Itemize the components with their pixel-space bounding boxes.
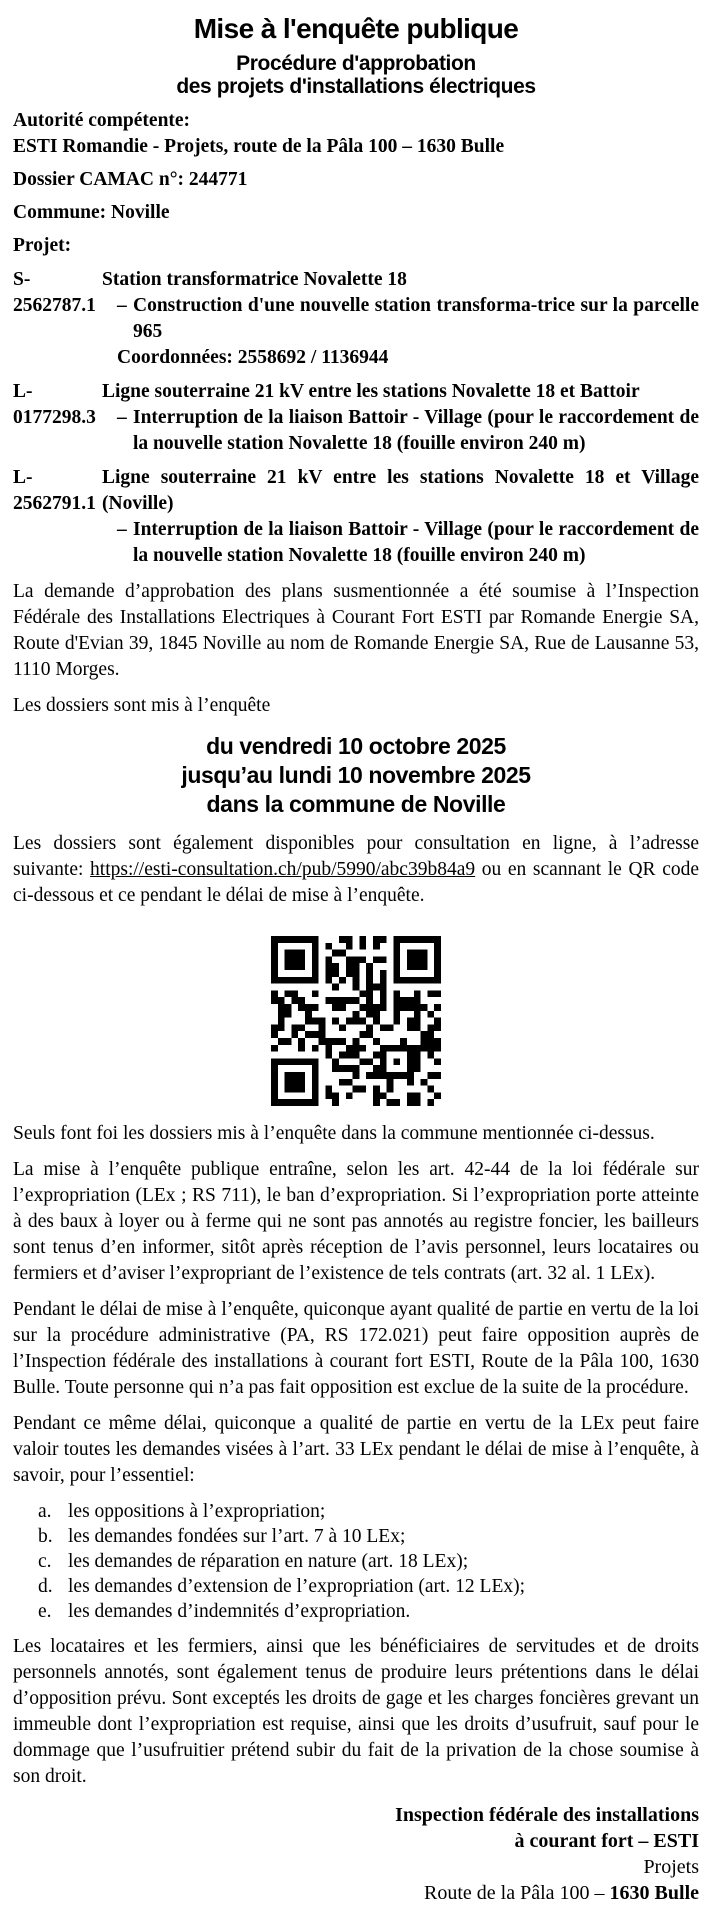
bullet-dash: – bbox=[117, 407, 127, 428]
signature-address bbox=[13, 1880, 699, 1906]
expropriation-ban-paragraph: La mise à l’enquête publique entraîne, selon les art. 42-44 de la loi fédérale sur l’expropriation (LEx ; RS 711), le ban d’expropriation. Si l’expropriation porte atteinte à des baux à loyer ou à ferme qui ne sont pas annotés au registre foncier, les bailleurs sont tenus d’en informer, sitôt après réception de l’avis personnel, leurs locataires ou fermiers et d’aviser l’expropriant de l’existence de tels contrats (art. 32 al. 1 LEx). bbox=[13, 1159, 699, 1284]
signature-block bbox=[13, 1802, 699, 1906]
project-bullet bbox=[102, 405, 699, 457]
claims-intro-paragraph: Pendant ce même délai, quiconque a qualité de partie en vertu de la LEx peut faire valoir toutes les demandes visées à l’art. 33 LEx pendant le délai de mise à l’enquête, à savoir, pour l’essentiel: bbox=[13, 1413, 699, 1486]
commune: Commune: Noville bbox=[13, 202, 170, 223]
period-start: du vendredi 10 octobre 2025 bbox=[206, 733, 506, 759]
online-text-before: Les dossiers sont également disponibles pour consultation en ligne, à l’adresse suivante: bbox=[13, 833, 699, 880]
enquiry-lead: Les dossiers sont mis à l’enquête bbox=[13, 695, 271, 716]
claim-text: les demandes d’indemnités d’expropriation. bbox=[68, 1601, 411, 1622]
claim-item bbox=[13, 1524, 699, 1549]
consultation-link[interactable]: https://esti-consultation.ch/pub/5990/abc39b84a9 bbox=[90, 859, 476, 880]
authority-value: ESTI Romandie - Projets, route de la Pâla 100 – 1630 Bulle bbox=[13, 136, 505, 157]
project-bullet bbox=[102, 517, 699, 569]
bullet-text: Interruption de la liaison Battoir - Village (pour le raccordement de la nouvelle station Novalette 18 (fouille environ 240 m) bbox=[133, 519, 699, 566]
page-subtitle bbox=[13, 52, 699, 98]
authority-label: Autorité compétente: bbox=[13, 110, 191, 131]
online-text-after: ou en scannant le QR code ci-dessous et ce pendant le délai de mise à l’enquête. bbox=[13, 859, 699, 906]
bullet-dash: – bbox=[117, 295, 127, 316]
project-row bbox=[13, 379, 699, 457]
authority-block bbox=[13, 108, 699, 160]
claim-marker: d. bbox=[38, 1576, 53, 1597]
claim-text: les demandes fondées sur l’art. 7 à 10 LEx; bbox=[68, 1526, 406, 1547]
project-row bbox=[13, 465, 699, 569]
submission-paragraph: La demande d’approbation des plans susmentionnée a été soumise à l’Inspection Fédérale des Installations Electriques à Courant Fort ESTI par Romande Energie SA, Route d'Evian 39, 1845 Noville au nom de Romande Energie SA, Rue de Lausanne 53, 1110 Morges. bbox=[13, 581, 699, 680]
qr-code bbox=[13, 936, 699, 1111]
signature-address-city: 1630 Bulle bbox=[609, 1882, 699, 1904]
subtitle-line-1: Procédure d'approbation bbox=[236, 52, 476, 75]
opposition-paragraph: Pendant le délai de mise à l’enquête, quiconque ayant qualité de partie en vertu de la loi sur la procédure administrative (PA, RS 172.021) peut faire opposition auprès de l’Inspection fédérale des installations à courant fort ESTI, Route de la Pâla 100, 1630 Bulle. Toute personne qui n’a pas fait opposition est exclue de la suite de la procédure. bbox=[13, 1299, 699, 1398]
claim-item bbox=[13, 1499, 699, 1524]
period-end: jusqu’au lundi 10 novembre 2025 bbox=[181, 762, 531, 788]
claim-marker: e. bbox=[38, 1601, 52, 1622]
claim-marker: c. bbox=[38, 1551, 52, 1572]
tenants-paragraph: Les locataires et les fermiers, ainsi que les bénéficiaires de servitudes et de droits personnels annotés, sont également tenus de produire leurs prétentions dans le délai d’opposition prévu. Sont exceptés les droits de gage et les charges foncières grevant un immeuble dont l’expropriation est requise, ainsi que les droits d’usufruit, sauf pour le dommage que l’usufruitier prétend subir du fait de la privation de la chose soumise à son droit. bbox=[13, 1636, 699, 1787]
bullet-dash: – bbox=[117, 519, 127, 540]
project-name: Ligne souterraine 21 kV entre les stations Novalette 18 et Village (Noville) bbox=[102, 467, 699, 514]
claim-marker: a. bbox=[38, 1501, 52, 1522]
claim-item bbox=[13, 1599, 699, 1624]
project-bullet bbox=[102, 293, 699, 345]
validity-paragraph: Seuls font foi les dossiers mis à l’enquête dans la commune mentionnée ci-dessus. bbox=[13, 1123, 655, 1144]
page-title: Mise à l'enquête publique bbox=[193, 13, 519, 44]
project-name: Ligne souterraine 21 kV entre les stations Novalette 18 et Battoir bbox=[102, 381, 640, 402]
claims-list bbox=[13, 1499, 699, 1624]
signature-address-street: Route de la Pâla 100 – bbox=[424, 1882, 610, 1904]
period-commune: dans la commune de Noville bbox=[206, 791, 506, 817]
claim-marker: b. bbox=[38, 1526, 53, 1547]
project-id: S-2562787.1 bbox=[13, 269, 96, 316]
claim-text: les demandes d’extension de l’expropriation (art. 12 LEx); bbox=[68, 1576, 526, 1597]
bullet-text: Interruption de la liaison Battoir - Village (pour le raccordement de la nouvelle station Novalette 18 (fouille environ 240 m) bbox=[133, 407, 699, 454]
online-consultation-paragraph bbox=[13, 831, 699, 909]
project-row bbox=[13, 267, 699, 371]
bullet-text: Construction d'une nouvelle station transforma-trice sur la parcelle 965 bbox=[133, 295, 699, 342]
project-coordinates: Coordonnées: 2558692 / 1136944 bbox=[117, 347, 389, 368]
project-label: Projet: bbox=[13, 235, 72, 256]
project-id: L-2562791.1 bbox=[13, 467, 96, 514]
claim-text: les oppositions à l’expropriation; bbox=[68, 1501, 326, 1522]
enquiry-period bbox=[13, 732, 699, 819]
dossier-number: Dossier CAMAC n°: 244771 bbox=[13, 169, 248, 190]
project-name: Station transformatrice Novalette 18 bbox=[102, 269, 407, 290]
signature-org-line1: Inspection fédérale des installations bbox=[395, 1804, 699, 1826]
signature-dept: Projets bbox=[643, 1856, 699, 1878]
qr-code-image bbox=[271, 936, 441, 1106]
claim-item bbox=[13, 1574, 699, 1599]
claim-item bbox=[13, 1549, 699, 1574]
claim-text: les demandes de réparation en nature (art. 18 LEx); bbox=[68, 1551, 469, 1572]
project-id: L-0177298.3 bbox=[13, 381, 96, 428]
subtitle-line-2: des projets d'installations électriques bbox=[176, 75, 536, 98]
signature-org-line2: à courant fort – ESTI bbox=[514, 1830, 699, 1852]
